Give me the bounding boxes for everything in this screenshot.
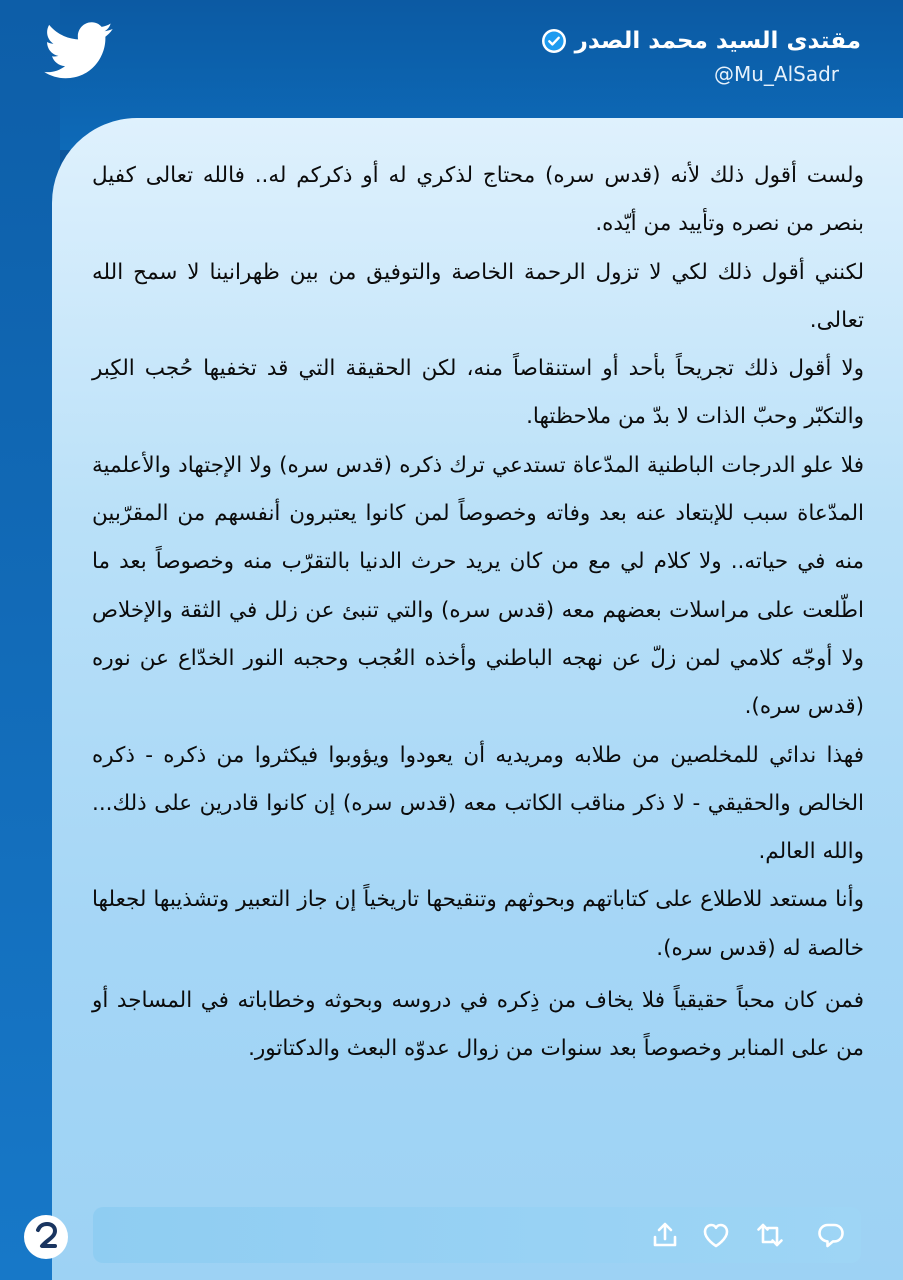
heart-icon: [700, 1236, 732, 1255]
share-button[interactable]: [649, 1219, 681, 1251]
retweet-button[interactable]: [754, 1219, 786, 1251]
tweet-paragraph: فهذا ندائي للمخلصين من طلابه ومريديه أن يعودوا ويؤوبوا فيكثروا من ذكره - ذكره الخالص والحقيقي - لا ذكر مناقب الكاتب معه (قدس سره) إن كانوا قادرين على ذلك... والله العالم.: [92, 742, 864, 865]
watermark-logo: [14, 1205, 78, 1269]
author-display-name[interactable]: مقتدى السيد محمد الصدر: [574, 28, 861, 54]
verified-badge-icon: [541, 28, 567, 54]
side-band: [0, 0, 60, 1280]
tweet-paragraph: فمن كان محباً حقيقياً فلا يخاف من ذِكره في دروسه وبحوثه وخطاباته في المساجد أو من على المنابر وخصوصاً بعد سنوات من زوال عدوّه البعث والدكتاتور.: [92, 988, 864, 1062]
tweet-paragraph: ولا أقول ذلك تجريحاً بأحد أو استنقاصاً منه، لكن الحقيقة التي قد تخفيها حُجب الكِبر والتكبّر وحبّ الذات لا بدّ من ملاحظتها.: [92, 356, 864, 430]
reply-bubble-icon: [815, 1236, 847, 1255]
like-button[interactable]: [700, 1219, 732, 1251]
twitter-bird-icon: [44, 22, 114, 80]
tweet-text: [92, 152, 864, 1192]
tweet-action-bar: [93, 1207, 861, 1263]
reply-button[interactable]: [815, 1219, 847, 1251]
retweet-icon: [754, 1236, 786, 1255]
tweet-paragraph: ولست أقول ذلك لأنه (قدس سره) محتاج لذكري له أو ذكركم له.. فالله تعالى كفيل بنصر من نصره وتأييد من أيّده.: [92, 163, 864, 237]
tweet-header: [361, 28, 861, 86]
tweet-paragraph: فلا علو الدرجات الباطنية المدّعاة تستدعي ترك ذكره (قدس سره) ولا الإجتهاد والأعلمية المدّعاة سبب للإبتعاد عنه بعد وفاته وخصوصاً لمن كانوا يعتبرون أنفسهم من المقرّبين منه في حياته.. ولا كلام لي مع من كان يريد حرث الدنيا بالتقرّب منه وخصوصاً بعد ما اطّلعت على مراسلات بعضهم معه (قدس سره) والتي تنبئ عن زلل في الثقة والإخلاص ولا أوجّه كلامي لمن زلّ عن نهجه الباطني وأخذه العُجب وحجبه النور الخدّاع عن نوره (قدس سره).: [92, 452, 864, 720]
tweet-paragraph: لكنني أقول ذلك لكي لا تزول الرحمة الخاصة والتوفيق من بين ظهرانينا لا سمح الله تعالى.: [92, 259, 864, 333]
share-icon: [649, 1236, 681, 1255]
author-handle[interactable]: @Mu_AlSadr: [713, 62, 839, 86]
tweet-paragraph: وأنا مستعد للاطلاع على كتاباتهم وبحوثهم وتنقيحها تاريخياً إن جاز التعبير وتشذيبها لجعلها خالصة له (قدس سره).: [92, 887, 864, 961]
author-row: [361, 28, 861, 54]
